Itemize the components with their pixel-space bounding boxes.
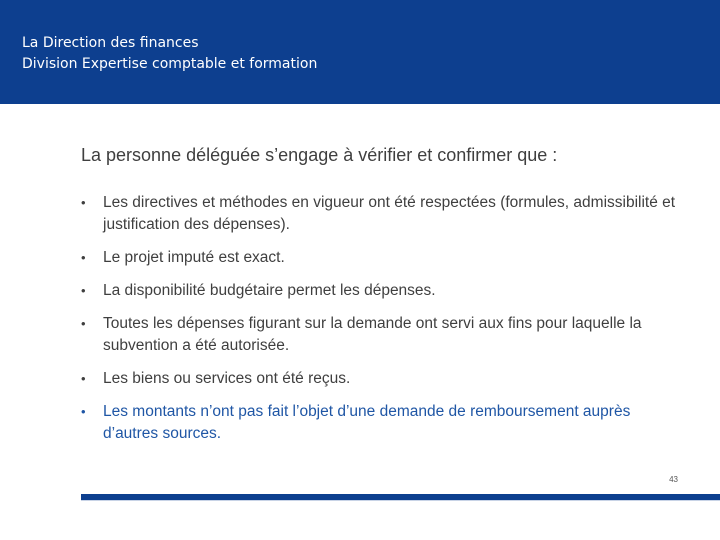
bullet-dot: • [81,371,86,386]
header-direction: La Direction des finances [22,35,199,51]
bullet-item [81,313,681,357]
header-banner [0,0,720,104]
bullet-text: Le projet imputé est exact. [103,249,285,266]
bullet-dot: • [81,404,86,419]
footer-divider [81,500,720,501]
bullet-text: Les biens ou services ont été reçus. [103,370,351,387]
bullet-text: Les directives et méthodes en vigueur ont été respectées (formules, admissibilité et justification des dépenses). [103,194,676,233]
header-division: Division Expertise comptable et formation [22,56,318,72]
bullet-item [81,368,681,390]
bullet-text: Les montants n’ont pas fait l’objet d’une demande de remboursement auprès d’autres sources. [103,403,631,442]
bullet-item [81,192,681,236]
bullet-item-highlighted [81,401,681,445]
bullet-dot: • [81,250,86,265]
slide-title: La personne déléguée s’engage à vérifier et confirmer que : [81,145,558,165]
bullet-dot: • [81,195,86,210]
bullet-item [81,280,681,302]
bullet-text: Toutes les dépenses figurant sur la demande ont servi aux fins pour laquelle la subvention a été autorisée. [103,315,642,354]
bullet-dot: • [81,283,86,298]
bullet-text: La disponibilité budgétaire permet les dépenses. [103,282,436,299]
bullet-item [81,247,681,269]
bullet-list [81,192,681,445]
bullet-dot: • [81,316,86,331]
page-number: 43 [669,475,678,484]
